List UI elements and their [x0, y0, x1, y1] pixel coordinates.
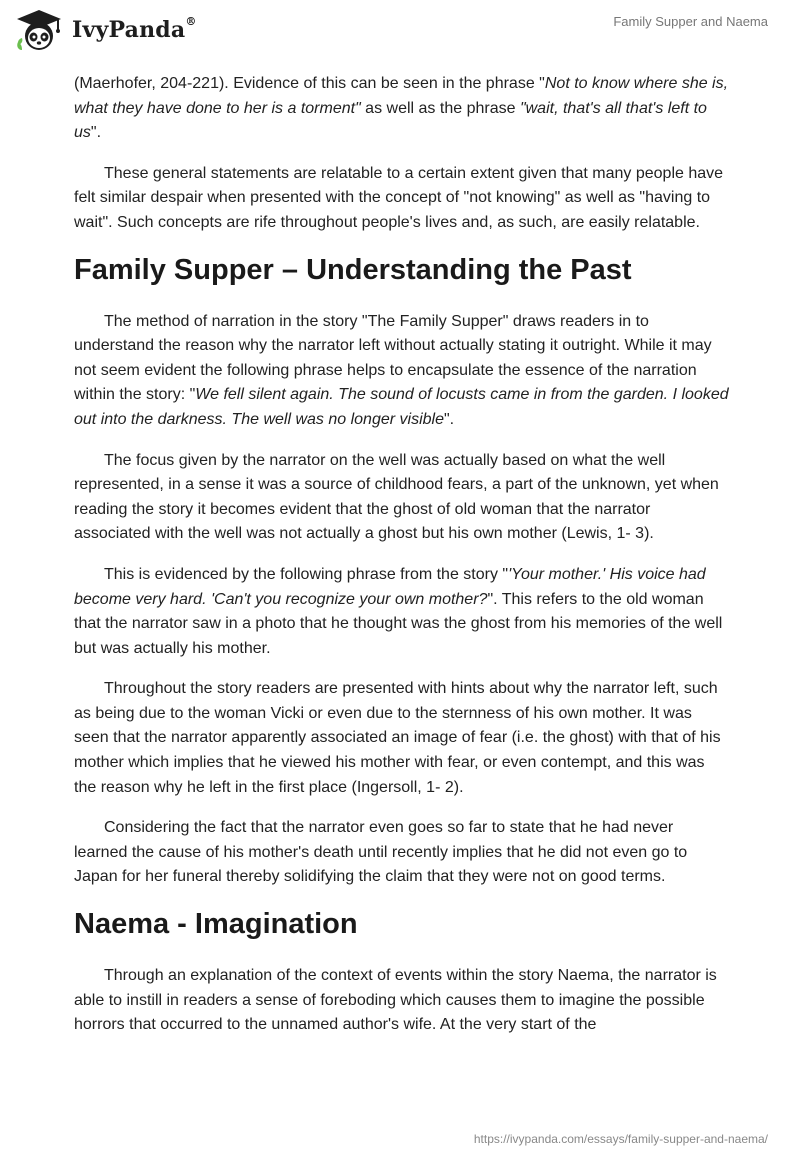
- document-title: Family Supper and Naema: [613, 14, 768, 29]
- source-url[interactable]: https://ivypanda.com/essays/family-supper-and-naema/: [473, 1132, 768, 1146]
- paragraph: These general statements are relatable to a certain extent given that many people have felt similar despair when presented with the concept of "not knowing" as well as "having to wait". Such concepts are rife throughout people's lives and, as such, are easily relatable.: [74, 164, 724, 231]
- paragraph: The method of narration in the story "The Family Supper" draws readers in to understand the reason why the narrator left without actually stating it outright. While it may not seem evident the following phrase helps to encapsulate the essence of the narration within the story: "We fell silent again. The sound of locusts came in from the garden. I looked out into the darkness. The well was no longer visible".: [74, 312, 729, 428]
- paragraph: (Maerhofer, 204-221). Evidence of this can be seen in the phrase "Not to know where she is, what they have done to her is a torment" as well as the phrase "wait, that's all that's left to us".: [74, 75, 729, 142]
- paragraph: Through an explanation of the context of events within the story Naema, the narrator is able to instill in readers a sense of foreboding which causes them to imagine the possible horrors that occurred to the unnamed author's wife. At the very start of the: [74, 967, 717, 1034]
- section-heading-family-supper: Family Supper – Understanding the Past: [74, 253, 632, 286]
- essay-body: [74, 72, 730, 1054]
- paragraph: The focus given by the narrator on the well was actually based on what the well represented, in a sense it was a source of childhood fears, a part of the unknown, yet when reading the story it becomes evident that the ghost of old woman that the narrator associated with the well was not actually a ghost but his own mother (Lewis, 1- 3).: [74, 451, 719, 543]
- page-header: [0, 0, 800, 62]
- paragraph: This is evidenced by the following phrase from the story "'Your mother.' His voice had become very hard. 'Can't you recognize your own mother?". This refers to the old woman that the narrator saw in a photo that he thought was the ghost from his memories of the well but was actually his mother.: [74, 565, 723, 657]
- brand-name: IvyPanda®: [72, 15, 197, 43]
- section-heading-naema: Naema - Imagination: [74, 908, 358, 941]
- paragraph: Considering the fact that the narrator even goes so far to state that he had never learned the cause of his mother's death until recently implies that he did not even go to Japan for her funeral thereby solidifying the claim that they were not on good terms.: [74, 819, 688, 886]
- panda-graduate-icon: [14, 8, 64, 52]
- ivypanda-logo[interactable]: [14, 8, 197, 52]
- paragraph: Throughout the story readers are presented with hints about why the narrator left, such as being due to the woman Vicki or even due to the sternness of his own mother. It was seen that the narrator apparently associated an image of fear (i.e. the ghost) with that of his mother which implies that he viewed his mother with fear, or even contempt, and this was the reason why he left in the first place (Ingersoll, 1- 2).: [74, 680, 721, 796]
